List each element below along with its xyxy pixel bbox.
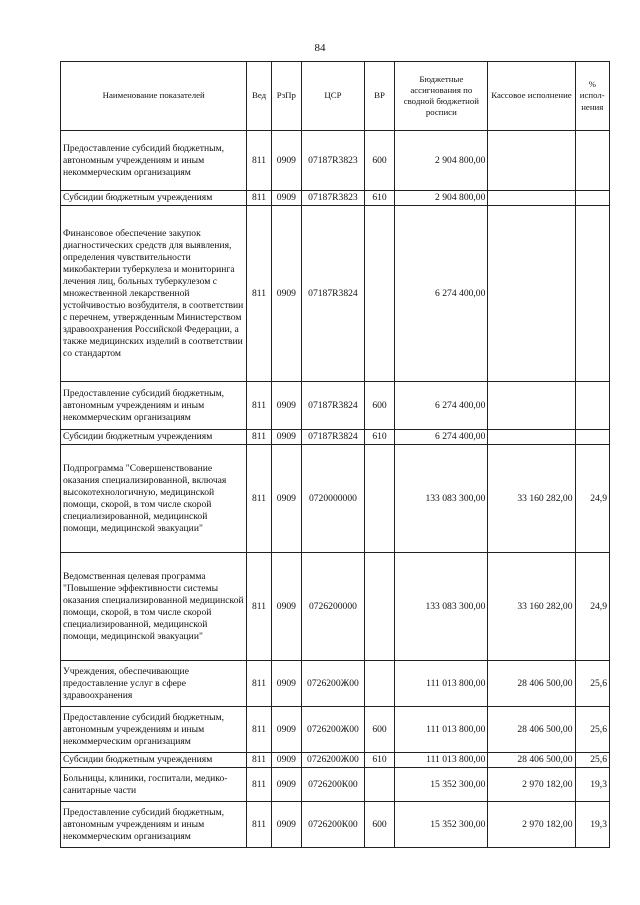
cell-csr: 0726200Ж00: [302, 753, 365, 768]
cell-name: Предоставление субсидий бюджетным, автономным учреждениям и иным некоммерческим организациям: [61, 131, 247, 191]
cell-rzpr: 0909: [271, 430, 301, 445]
cell-cash-execution: 33 160 282,00: [488, 445, 575, 553]
cell-execution-percent: [575, 131, 609, 191]
cell-assignments: 2 904 800,00: [395, 131, 488, 191]
cell-name: Предоставление субсидий бюджетным, автономным учреждениям и иным некоммерческим организациям: [61, 707, 247, 753]
cell-rzpr: 0909: [271, 206, 301, 382]
cell-vr: [364, 206, 394, 382]
header-vr: ВР: [364, 62, 394, 131]
cell-rzpr: 0909: [271, 445, 301, 553]
cell-name: Субсидии бюджетным учреждениям: [61, 191, 247, 206]
cell-assignments: 15 352 300,00: [395, 768, 488, 802]
cell-vr: 610: [364, 430, 394, 445]
cell-execution-percent: 19,3: [575, 768, 609, 802]
cell-ved: 811: [247, 768, 271, 802]
table-row: [61, 382, 610, 430]
cell-rzpr: 0909: [271, 753, 301, 768]
table-row: [61, 768, 610, 802]
table-row: [61, 206, 610, 382]
cell-vr: [364, 661, 394, 707]
cell-name: Предоставление субсидий бюджетным, автономным учреждениям и иным некоммерческим организациям: [61, 382, 247, 430]
cell-name: Субсидии бюджетным учреждениям: [61, 430, 247, 445]
budget-table: [60, 61, 610, 848]
cell-name: Больницы, клиники, госпитали, медико-санитарные части: [61, 768, 247, 802]
cell-vr: [364, 445, 394, 553]
cell-ved: 811: [247, 707, 271, 753]
cell-ved: 811: [247, 445, 271, 553]
header-rzpr: РзПр: [271, 62, 301, 131]
cell-execution-percent: 25,6: [575, 661, 609, 707]
cell-cash-execution: [488, 131, 575, 191]
cell-execution-percent: [575, 206, 609, 382]
cell-csr: 0726200000: [302, 553, 365, 661]
cell-csr: 0726200К00: [302, 802, 365, 848]
cell-rzpr: 0909: [271, 382, 301, 430]
cell-ved: 811: [247, 802, 271, 848]
header-assignments: Бюджетные ассигнования по сводной бюджетной росписи: [395, 62, 488, 131]
cell-execution-percent: 19,3: [575, 802, 609, 848]
cell-vr: 610: [364, 191, 394, 206]
cell-csr: 07187R3823: [302, 191, 365, 206]
cell-execution-percent: [575, 191, 609, 206]
cell-csr: 07187R3824: [302, 382, 365, 430]
cell-csr: 0726200Ж00: [302, 707, 365, 753]
table-row: [61, 191, 610, 206]
cell-ved: 811: [247, 430, 271, 445]
header-ved: Вед: [247, 62, 271, 131]
cell-assignments: 6 274 400,00: [395, 382, 488, 430]
header-row: [61, 62, 610, 131]
table-row: [61, 553, 610, 661]
header-name: Наименование показателей: [61, 62, 247, 131]
cell-csr: 0726200К00: [302, 768, 365, 802]
cell-csr: 07187R3823: [302, 131, 365, 191]
cell-vr: 600: [364, 131, 394, 191]
table-row: [61, 445, 610, 553]
cell-ved: 811: [247, 382, 271, 430]
cell-rzpr: 0909: [271, 131, 301, 191]
table-row: [61, 430, 610, 445]
cell-assignments: 15 352 300,00: [395, 802, 488, 848]
cell-cash-execution: 2 970 182,00: [488, 802, 575, 848]
cell-rzpr: 0909: [271, 707, 301, 753]
page-number: 84: [314, 42, 326, 54]
header-execution-percent: % испол-нения: [575, 62, 609, 131]
cell-assignments: 6 274 400,00: [395, 206, 488, 382]
cell-assignments: 111 013 800,00: [395, 707, 488, 753]
cell-cash-execution: [488, 206, 575, 382]
cell-cash-execution: [488, 382, 575, 430]
cell-cash-execution: [488, 430, 575, 445]
cell-vr: 600: [364, 382, 394, 430]
cell-vr: [364, 768, 394, 802]
cell-rzpr: 0909: [271, 191, 301, 206]
cell-assignments: 6 274 400,00: [395, 430, 488, 445]
cell-ved: 811: [247, 661, 271, 707]
cell-name: Финансовое обеспечение закупок диагностических средств для выявления, определения чувствительности микобактерии туберкулеза и мониторинга лечения лиц, больных туберкулезом с множественной лекарственной устойчивостью возбудителя, в соответствии с перечнем, утвержденным Министерством здравоохранения Российской Федерации, а также медицинских изделий в соответствии со стандартом: [61, 206, 247, 382]
cell-rzpr: 0909: [271, 768, 301, 802]
cell-cash-execution: 28 406 500,00: [488, 661, 575, 707]
cell-csr: 0720000000: [302, 445, 365, 553]
table-row: [61, 131, 610, 191]
cell-rzpr: 0909: [271, 802, 301, 848]
header-csr: ЦСР: [302, 62, 365, 131]
header-cash-execution: Кассовое исполнение: [488, 62, 575, 131]
cell-assignments: 111 013 800,00: [395, 753, 488, 768]
cell-execution-percent: 25,6: [575, 707, 609, 753]
cell-execution-percent: [575, 382, 609, 430]
cell-name: Предоставление субсидий бюджетным, автономным учреждениям и иным некоммерческим организациям: [61, 802, 247, 848]
cell-rzpr: 0909: [271, 553, 301, 661]
cell-csr: 0726200Ж00: [302, 661, 365, 707]
table-row: [61, 661, 610, 707]
cell-vr: 600: [364, 802, 394, 848]
cell-ved: 811: [247, 553, 271, 661]
cell-rzpr: 0909: [271, 661, 301, 707]
cell-vr: [364, 553, 394, 661]
cell-vr: 610: [364, 753, 394, 768]
cell-execution-percent: 25,6: [575, 753, 609, 768]
cell-execution-percent: 24,9: [575, 445, 609, 553]
cell-cash-execution: 28 406 500,00: [488, 753, 575, 768]
cell-ved: 811: [247, 191, 271, 206]
cell-assignments: 111 013 800,00: [395, 661, 488, 707]
cell-ved: 811: [247, 131, 271, 191]
cell-cash-execution: 33 160 282,00: [488, 553, 575, 661]
cell-ved: 811: [247, 206, 271, 382]
table-row: [61, 753, 610, 768]
cell-assignments: 133 083 300,00: [395, 445, 488, 553]
cell-vr: 600: [364, 707, 394, 753]
cell-name: Ведомственная целевая программа "Повышение эффективности системы оказания специализированной медицинской помощи, скорой, в том числе скорой специализированной, медицинской помощи, медицинской эвакуации": [61, 553, 247, 661]
cell-cash-execution: 2 970 182,00: [488, 768, 575, 802]
cell-execution-percent: 24,9: [575, 553, 609, 661]
cell-ved: 811: [247, 753, 271, 768]
table-row: [61, 802, 610, 848]
cell-name: Субсидии бюджетным учреждениям: [61, 753, 247, 768]
cell-cash-execution: 28 406 500,00: [488, 707, 575, 753]
cell-name: Подпрограмма "Совершенствование оказания специализированной, включая высокотехнологичную, медицинской помощи, скорой, в том числе скорой специализированной, медицинской помощи, медицинской эвакуации": [61, 445, 247, 553]
cell-assignments: 2 904 800,00: [395, 191, 488, 206]
cell-assignments: 133 083 300,00: [395, 553, 488, 661]
cell-cash-execution: [488, 191, 575, 206]
cell-execution-percent: [575, 430, 609, 445]
cell-name: Учреждения, обеспечивающие предоставление услуг в сфере здравоохранения: [61, 661, 247, 707]
cell-csr: 07187R3824: [302, 430, 365, 445]
table-row: [61, 707, 610, 753]
cell-csr: 07187R3824: [302, 206, 365, 382]
